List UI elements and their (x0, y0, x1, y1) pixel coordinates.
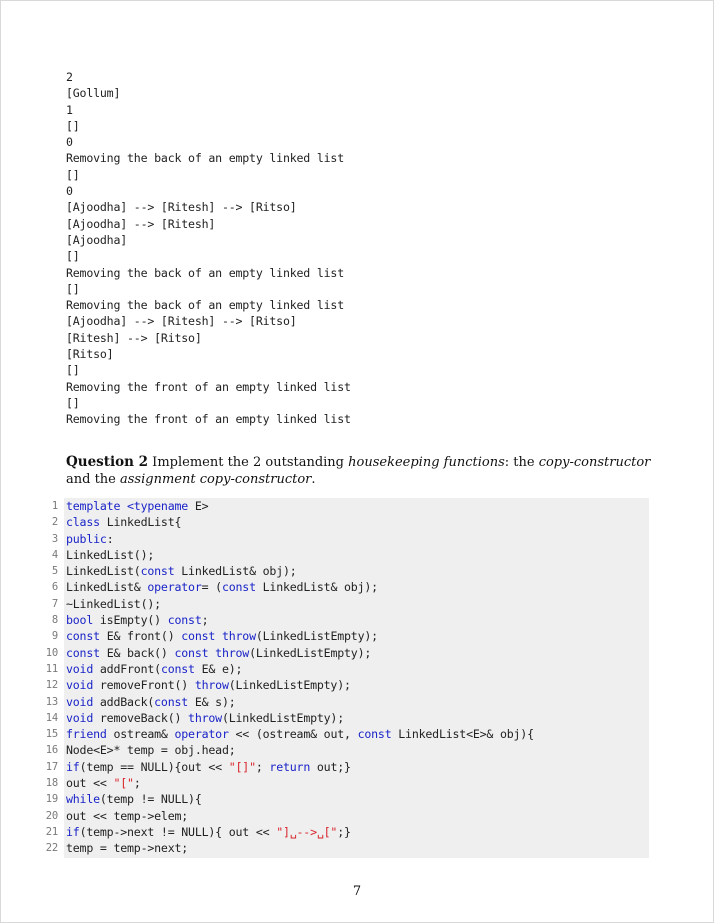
code-token: (temp != NULL){ (99, 792, 202, 807)
code-line (45, 742, 649, 758)
code-token: isEmpty() (99, 613, 168, 628)
output-line: Removing the back of an empty linked list (66, 151, 344, 166)
code-line (45, 710, 649, 726)
output-line: [] (66, 395, 80, 410)
code-token: bool (66, 613, 100, 628)
code-token: out;} (316, 759, 351, 774)
code-token: class (66, 515, 107, 530)
code-token: = ( (201, 580, 222, 595)
line-number: 22 (45, 842, 58, 855)
code-token: const (167, 613, 202, 628)
output-line: [] (66, 118, 80, 133)
output-line: Removing the front of an empty linked list (66, 379, 351, 394)
code-token: const (154, 694, 195, 709)
output-line: 0 (66, 135, 73, 150)
code-token: void (66, 710, 100, 725)
code-token: ~LinkedList(); (66, 596, 161, 611)
line-number: 9 (51, 630, 58, 643)
output-line: Removing the back of an empty linked list (66, 298, 344, 313)
question-em-3: assignment copy-constructor (120, 472, 312, 487)
code-line (45, 759, 649, 775)
line-number: 12 (45, 679, 58, 692)
code-token: (LinkedListEmpty); (255, 629, 378, 644)
output-line: [] (66, 249, 80, 264)
code-token: ;} (337, 824, 351, 839)
question-text-4: . (311, 472, 316, 487)
line-number: 16 (45, 744, 58, 757)
code-token: LinkedList& (66, 580, 148, 595)
code-token: const (357, 727, 399, 742)
line-number: 18 (45, 777, 58, 790)
code-token: const (66, 629, 107, 644)
code-token: operator (147, 580, 202, 595)
question-text-1: Implement the 2 outstanding (148, 455, 349, 470)
code-token: addBack( (99, 694, 155, 709)
code-token: LinkedList<E>& obj){ (398, 727, 534, 742)
code-token: operator (174, 727, 236, 742)
code-line (51, 531, 649, 547)
output-line: [] (66, 167, 80, 182)
code-token: const (221, 580, 263, 595)
line-number: 15 (45, 728, 58, 741)
output-line: 2 (66, 70, 73, 84)
code-token: const throw (174, 645, 250, 660)
code-token: LinkedList& obj); (262, 580, 378, 595)
output-line: [] (66, 363, 80, 378)
code-token: "]␣-->␣[" (276, 824, 338, 839)
code-line (45, 775, 649, 791)
code-token: removeFront() (99, 678, 195, 693)
code-token: while (66, 792, 100, 807)
output-line: [Gollum] (66, 86, 121, 101)
question-label: Question 2 (66, 454, 149, 470)
line-number: 1 (51, 500, 58, 512)
line-number: 4 (51, 548, 58, 561)
code-token: E& back() (106, 645, 175, 660)
code-token: ; (201, 613, 209, 628)
code-listing (45, 498, 649, 858)
output-line: [Ajoodha] --> [Ritesh] (66, 216, 216, 231)
code-token: const (160, 661, 202, 676)
code-token: throw (188, 710, 222, 725)
code-token: E& front() (106, 629, 182, 644)
line-number: 10 (45, 646, 58, 659)
code-line (51, 547, 649, 563)
output-line: 0 (66, 184, 73, 199)
code-token: (temp == NULL){out << (79, 759, 229, 774)
code-token: E& s); (194, 694, 236, 709)
line-number: 11 (45, 662, 58, 675)
line-number: 8 (51, 614, 58, 627)
program-output (66, 69, 351, 428)
line-number: 21 (45, 825, 58, 838)
code-token: template (66, 499, 128, 513)
line-number: 17 (45, 760, 58, 773)
code-line (51, 563, 649, 579)
output-line: [Ritso] (66, 347, 114, 362)
code-token: const (66, 645, 107, 660)
output-line: [] (66, 281, 80, 296)
code-token: temp = temp->next; (66, 841, 189, 856)
code-token: public (66, 531, 107, 546)
code-line (45, 645, 649, 661)
code-token: "[]" (228, 759, 256, 774)
code-token: (temp->next != NULL){ out << (79, 824, 277, 839)
code-token: return (269, 759, 317, 774)
code-token: void (66, 661, 100, 676)
code-token: : (106, 531, 114, 546)
code-line (45, 726, 649, 742)
code-token: (LinkedListEmpty); (249, 645, 372, 660)
code-line (45, 694, 649, 710)
question-paragraph (66, 454, 652, 488)
code-token: const (140, 564, 182, 579)
output-line: [Ajoodha] --> [Ritesh] --> [Ritso] (66, 314, 297, 329)
code-token: ; (133, 776, 141, 791)
code-token: const throw (181, 629, 256, 644)
output-line: [Ajoodha] (66, 232, 128, 247)
code-line (45, 808, 649, 824)
code-token: void (66, 678, 100, 693)
output-line: Removing the front of an empty linked list (66, 412, 351, 427)
code-line (51, 498, 649, 514)
page-number: 7 (352, 884, 362, 899)
code-line (51, 579, 649, 595)
line-number: 14 (45, 711, 58, 724)
question-text-3: and the (66, 472, 120, 487)
code-token: if (66, 759, 80, 774)
code-token: LinkedList{ (106, 515, 182, 530)
code-token: << (ostream& out, (235, 727, 358, 742)
output-line: [Ajoodha] --> [Ritesh] --> [Ritso] (66, 200, 297, 215)
code-line (45, 677, 649, 693)
line-number: 7 (51, 597, 58, 610)
code-token: throw (194, 678, 229, 693)
line-number: 6 (51, 581, 58, 594)
line-number: 13 (45, 695, 58, 708)
line-number: 3 (51, 532, 58, 545)
code-line (51, 596, 649, 612)
code-line (51, 612, 649, 628)
output-line: Removing the back of an empty linked list (66, 265, 344, 280)
code-token: LinkedList( (66, 564, 141, 579)
code-token: E> (188, 499, 209, 513)
code-token: Node<E>* temp = obj.head; (66, 743, 236, 758)
code-token: removeBack() (99, 710, 189, 725)
code-line (45, 791, 649, 807)
code-token: <typename (127, 499, 189, 513)
code-token: E& e); (201, 661, 243, 676)
code-token: void (66, 694, 100, 709)
line-number: 5 (51, 565, 58, 578)
code-line (51, 628, 649, 644)
code-line (45, 661, 649, 677)
code-token: "[" (113, 776, 134, 791)
code-line (45, 824, 649, 840)
line-number: 19 (45, 793, 58, 806)
code-token: out << temp->elem; (66, 808, 189, 823)
code-token: (LinkedListEmpty); (221, 710, 344, 725)
code-token: LinkedList(); (66, 547, 155, 562)
line-number: 20 (45, 809, 58, 822)
code-line (45, 840, 649, 856)
output-line: 1 (66, 102, 73, 117)
output-line: [Ritesh] --> [Ritso] (66, 330, 202, 345)
question-text-2: : the (504, 455, 539, 470)
code-token: ostream& (113, 727, 175, 742)
code-token: if (66, 824, 80, 839)
code-token: (LinkedListEmpty); (228, 678, 351, 693)
code-token: ; (255, 759, 270, 774)
code-token: out << (66, 776, 114, 791)
code-token: friend (66, 727, 114, 742)
code-token: LinkedList& obj); (181, 564, 297, 579)
code-line (51, 514, 649, 530)
question-em-1: housekeeping functions (348, 455, 505, 470)
question-em-2: copy-constructor (538, 455, 651, 470)
line-number: 2 (51, 516, 58, 529)
code-token: addFront( (99, 661, 161, 676)
